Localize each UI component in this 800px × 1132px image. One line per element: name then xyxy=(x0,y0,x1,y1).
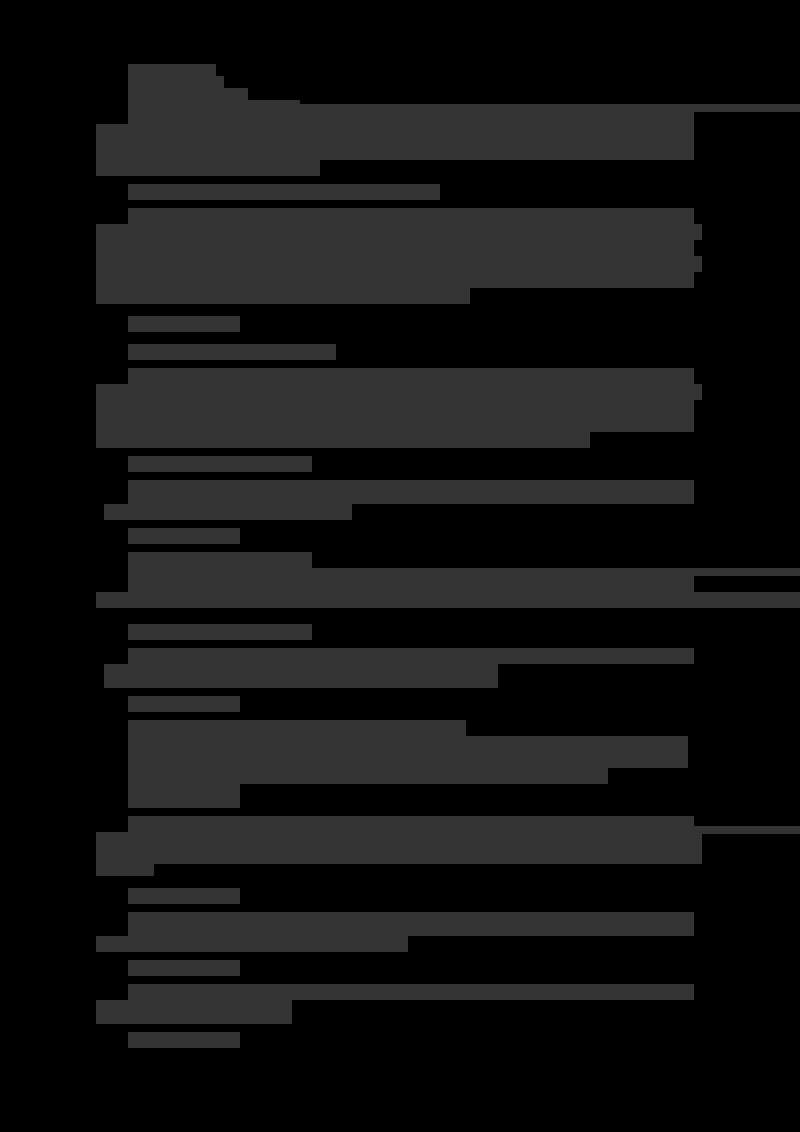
redaction-bar xyxy=(96,384,702,400)
redaction-bar xyxy=(128,88,248,100)
redaction-bar xyxy=(128,528,240,544)
redaction-bar xyxy=(96,864,154,876)
redaction-bar xyxy=(128,984,694,1000)
redaction-bar xyxy=(128,368,694,384)
redaction-bar xyxy=(96,124,694,136)
redaction-bar xyxy=(96,256,702,272)
redaction-bar xyxy=(128,960,240,976)
redaction-bar xyxy=(104,664,498,688)
redaction-bar xyxy=(96,160,320,176)
redaction-bar xyxy=(128,912,694,936)
redaction-bar xyxy=(128,552,312,568)
redaction-bar xyxy=(128,1032,240,1048)
redaction-bar xyxy=(128,888,240,904)
redaction-bar xyxy=(96,136,694,148)
redaction-bar xyxy=(128,480,694,504)
redaction-bar xyxy=(96,416,694,432)
redaction-bar xyxy=(96,936,408,952)
redaction-bar xyxy=(96,148,694,160)
redaction-bar xyxy=(96,432,590,448)
redaction-bar xyxy=(128,624,312,640)
redaction-bar xyxy=(128,752,688,768)
redaction-bar xyxy=(96,240,694,256)
redaction-bar xyxy=(128,64,216,76)
redaction-bar xyxy=(128,100,300,112)
redaction-bar xyxy=(96,832,702,848)
redaction-bar xyxy=(128,736,688,752)
redaction-bar xyxy=(128,76,224,88)
redaction-bar xyxy=(96,224,702,240)
redaction-bar xyxy=(128,316,240,332)
redaction-bar xyxy=(128,456,312,472)
redaction-bar xyxy=(128,784,240,808)
redaction-bar xyxy=(128,208,694,224)
redaction-bar xyxy=(96,288,470,304)
redaction-bar xyxy=(128,184,440,200)
redaction-bar xyxy=(96,848,702,864)
redaction-bar xyxy=(104,504,352,520)
redaction-bar xyxy=(128,720,466,736)
redaction-bar xyxy=(96,272,694,288)
redaction-bar xyxy=(128,768,608,784)
redaction-bar xyxy=(96,592,800,608)
redaction-bar xyxy=(96,400,694,416)
redaction-bar xyxy=(128,344,336,360)
redaction-bar xyxy=(128,576,694,592)
redaction-bar xyxy=(128,696,240,712)
redaction-bar xyxy=(128,112,694,124)
redaction-bar xyxy=(128,568,800,576)
redaction-bar xyxy=(300,104,800,112)
redaction-bar xyxy=(128,648,694,664)
redaction-bar xyxy=(96,1000,292,1024)
